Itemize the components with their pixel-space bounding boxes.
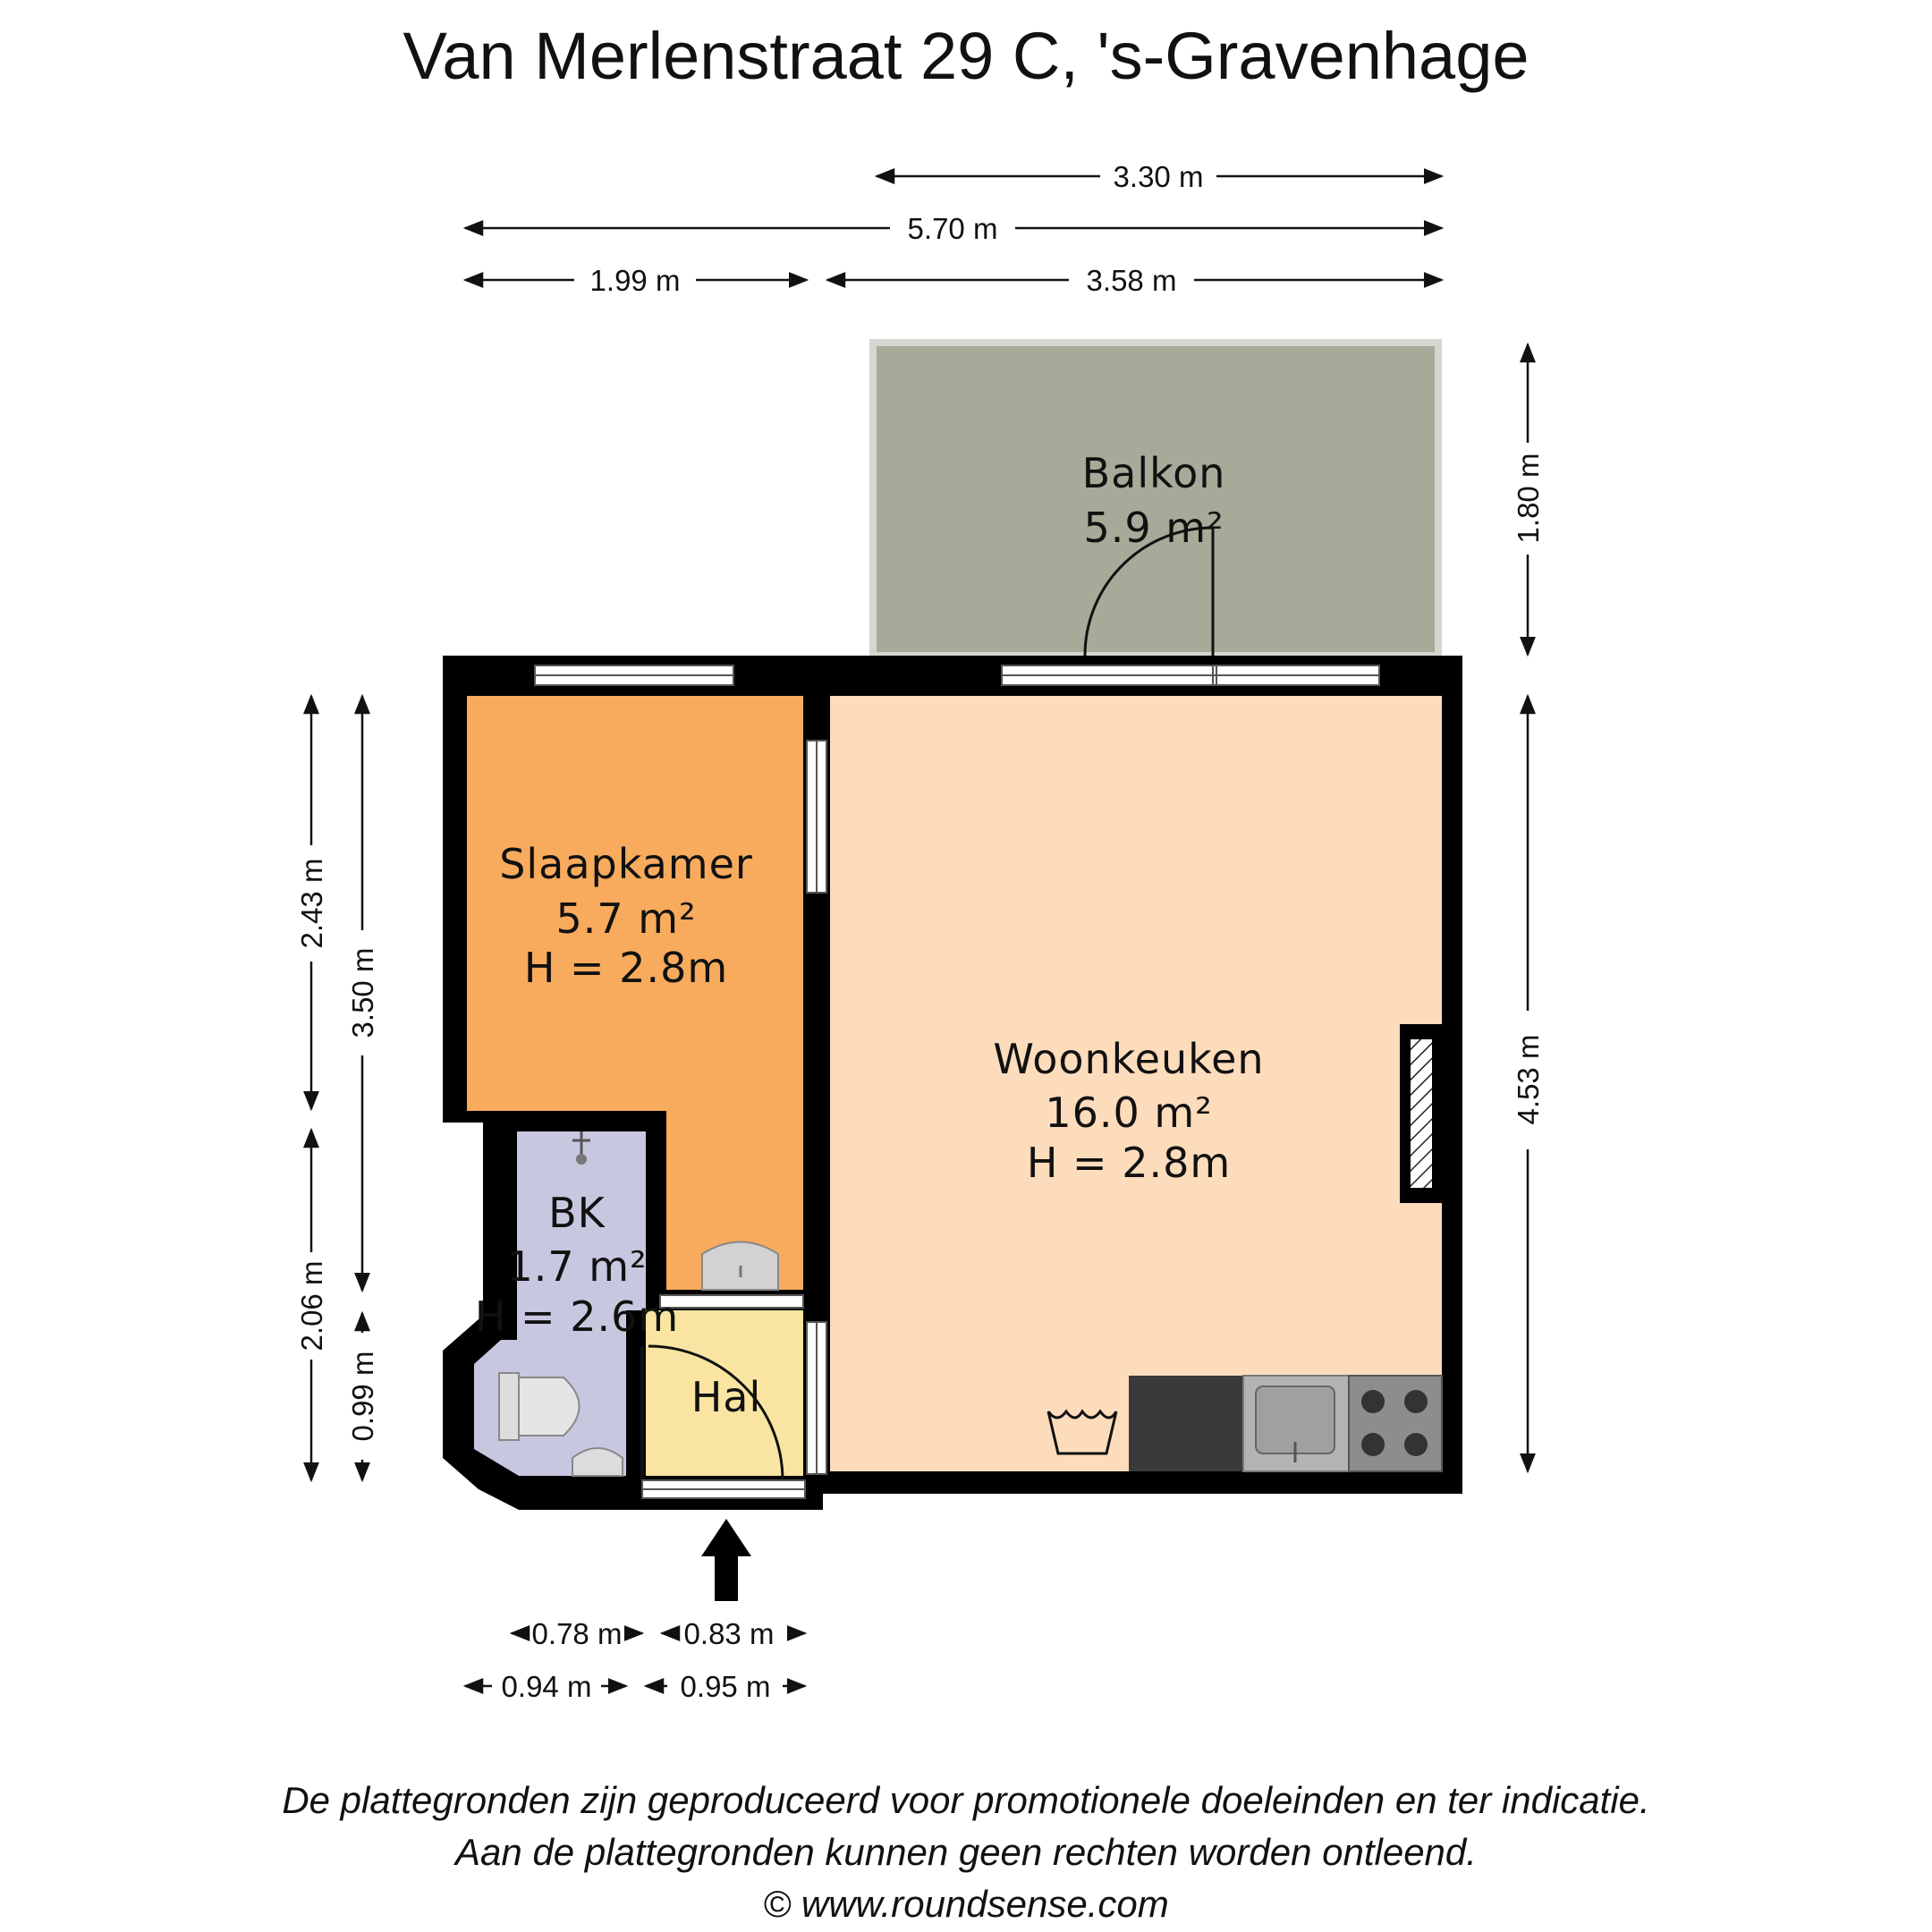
stove-icon: [1349, 1376, 1442, 1471]
room-height-bk: H = 2.6m: [474, 1292, 680, 1341]
room-name-woonkeuken: Woonkeuken: [993, 1035, 1265, 1083]
dimension-label: 2.06 m: [295, 1260, 328, 1352]
dimension-label: 3.30 m: [1113, 160, 1204, 193]
page-title: Van Merlenstraat 29 C, 's-Gravenhage: [402, 19, 1530, 93]
copyright-link[interactable]: © www.roundsense.com: [763, 1883, 1169, 1925]
dimension-label: 4.53 m: [1512, 1034, 1545, 1125]
toilet-icon: [499, 1373, 580, 1440]
disclaimer-line-1: De plattegronden zijn geproduceerd voor promotionele doeleinden en ter indicatie.: [282, 1779, 1650, 1821]
dimension-top-left: [465, 264, 807, 297]
balcony-door-opening: [1216, 665, 1379, 685]
hal-door-opening: [660, 1295, 803, 1308]
hal-washbasin-icon: [702, 1242, 778, 1291]
dimension-label: 0.94 m: [501, 1670, 592, 1703]
room-area-woonkeuken: 16.0 m²: [1045, 1089, 1213, 1137]
entrance-arrow-icon: [701, 1519, 751, 1601]
dimension-top-balcony: [877, 160, 1442, 193]
dimension-right-balcony: [1512, 344, 1545, 655]
dimension-left-inner-lower: [346, 1313, 379, 1480]
dimension-label: 0.78 m: [531, 1617, 623, 1650]
room-name-balkon: Balkon: [1081, 449, 1226, 497]
chimney-hatch: [1409, 1038, 1434, 1190]
room-area-bk: 1.7 m²: [506, 1242, 648, 1291]
balkon-room: [873, 343, 1438, 656]
disclaimer-line-2: Aan de plattegronden kunnen geen rechten worden ontleend.: [455, 1831, 1477, 1873]
dimension-top-right: [827, 264, 1442, 297]
dimension-label: 0.99 m: [346, 1351, 379, 1442]
room-name-bk: BK: [548, 1189, 606, 1237]
dimension-left-outer-upper: [295, 696, 328, 1109]
kitchen-counter: [1129, 1376, 1442, 1471]
dimension-bottom-row1-left: [512, 1617, 642, 1650]
dimension-top-total: [465, 212, 1442, 245]
dimension-label: 0.83 m: [683, 1617, 775, 1650]
room-height-woonkeuken: H = 2.8m: [1026, 1139, 1232, 1187]
dimension-left-outer-lower: [295, 1130, 328, 1480]
dimension-bottom-row2-left: [465, 1670, 626, 1703]
room-name-hal: Hal: [691, 1373, 762, 1421]
room-area-balkon: 5.9 m²: [1083, 504, 1224, 552]
washbasin-icon: [572, 1448, 623, 1476]
dimension-bottom-row1-right: [662, 1617, 805, 1650]
room-height-slaapkamer: H = 2.8m: [523, 944, 729, 992]
room-name-slaapkamer: Slaapkamer: [499, 840, 753, 888]
interior-wall-bk: [646, 1111, 666, 1290]
dimension-right-living: [1512, 696, 1545, 1471]
woonkeuken-room: [830, 696, 1442, 1471]
dimension-label: 3.58 m: [1086, 264, 1177, 297]
window-woonkeuken: [1002, 665, 1216, 685]
dimension-label: 5.70 m: [907, 212, 998, 245]
dimension-label: 3.50 m: [346, 947, 379, 1038]
window-slaapkamer: [535, 665, 733, 685]
dimension-label: 1.99 m: [589, 264, 681, 297]
dimension-label: 0.95 m: [680, 1670, 771, 1703]
dimension-label: 1.80 m: [1512, 453, 1545, 544]
dimension-label: 2.43 m: [295, 858, 328, 949]
room-area-slaapkamer: 5.7 m²: [555, 894, 697, 943]
dimension-bottom-row2-right: [646, 1670, 805, 1703]
dimension-left-inner-upper: [346, 696, 379, 1291]
